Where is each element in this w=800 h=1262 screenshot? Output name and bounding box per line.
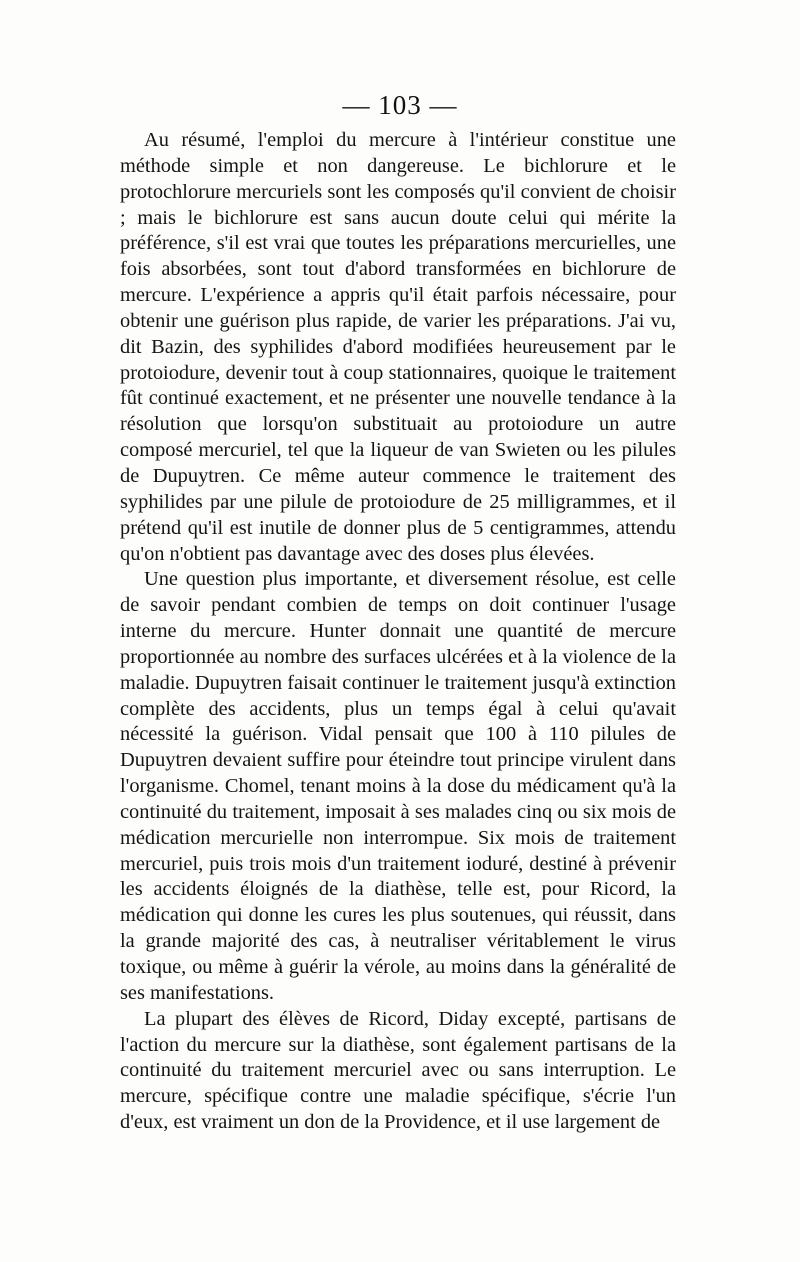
paragraph: La plupart des élèves de Ricord, Diday excepté, partisans de l'action du mercure sur la diathèse, sont également partisans de la continuité du traitement mercuriel avec ou sans interruption. Le mercure, spécifique contre une maladie spécifique, s'écrie l'un d'eux, est vraiment un don de la Providence, et il use largement de [120, 1007, 676, 1134]
paragraph: Au résumé, l'emploi du mercure à l'intérieur constitue une méthode simple et non dangereuse. Le bichlorure et le protochlorure mercuriels sont les composés qu'il convient de choisir ; mais le bichlorure est sans aucun doute celui qui mérite la préférence, s'il est vrai que toutes les préparations mercurielles, une fois absorbées, sont tout d'abord transformées en bichlorure de mercure. L'expérience a appris qu'il était parfois nécessaire, pour obtenir une guérison plus rapide, de varier les préparations. J'ai vu, dit Bazin, des syphilides d'abord modifiées heureusement par le protoiodure, devenir tout à coup stationnaires, quoique le traitement fût continué exactement, et ne présenter une nouvelle tendance à la résolution que lorsqu'on substituait au protoiodure un autre composé mercuriel, tel que la liqueur de van Swieten ou les pilules de Dupuytren. Ce même auteur commence le traitement des syphilides par une pilule de protoiodure de 25 milligrammes, et il prétend qu'il est inutile de donner plus de 5 centigrammes, attendu qu'on n'obtient pas davantage avec des doses plus élevées. [120, 129, 676, 565]
body-text [120, 128, 676, 1136]
page-number: — 103 — [342, 90, 458, 120]
paragraph: Une question plus importante, et diversement résolue, est celle de savoir pendant combien de temps on doit continuer l'usage interne du mercure. Hunter donnait une quantité de mercure proportionnée au nombre des surfaces ulcérées et à la violence de la maladie. Dupuytren faisait continuer le traitement jusqu'à extinction complète des accidents, plus un temps égal à celui qu'avait nécessité la guérison. Vidal pensait que 100 à 110 pilules de Dupuytren devaient suffire pour éteindre tout principe virulent dans l'organisme. Chomel, tenant moins à la dose du médicament qu'à la continuité du traitement, imposait à ses malades cinq ou six mois de médication mercurielle non interrompue. Six mois de traitement mercuriel, puis trois mois d'un traitement ioduré, destiné à prévenir les accidents éloignés de la diathèse, telle est, pour Ricord, la médication qui donne les cures les plus soutenues, qui réussit, dans la grande majorité des cas, à neutraliser véritablement le virus toxique, ou même à guérir la vérole, au moins dans la généralité de ses manifestations. [120, 568, 676, 1004]
